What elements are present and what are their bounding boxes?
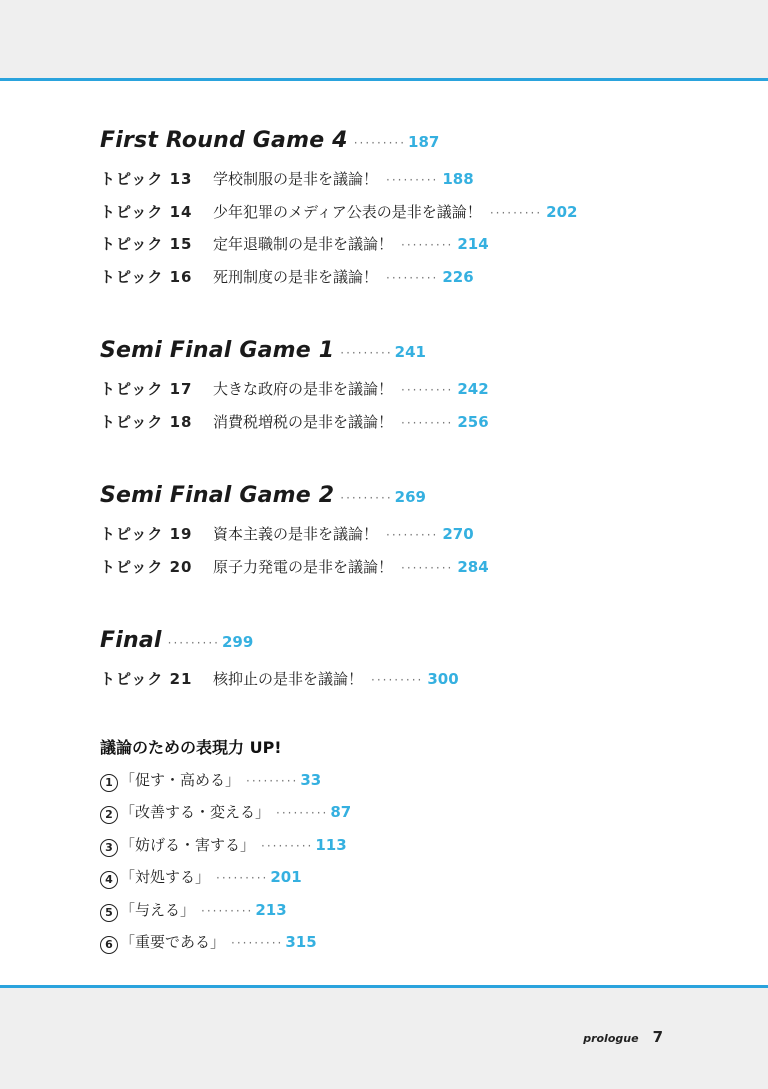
- topic-page-number: 256: [457, 412, 489, 431]
- leader-dots: ·········: [401, 560, 454, 575]
- leader-dots: ·········: [353, 136, 407, 150]
- expression-title: 「重要である」: [120, 933, 226, 951]
- topic-page-number: 202: [546, 202, 578, 221]
- expressions-list: [100, 769, 720, 964]
- topic-title: 大きな政府の是非を議論！: [213, 380, 394, 398]
- topic-entry[interactable]: [100, 411, 720, 444]
- topic-title: 死刑制度の是非を議論！: [213, 267, 379, 286]
- topic-label: トピック 18: [100, 412, 193, 431]
- leader-dots: ·········: [261, 838, 314, 853]
- leader-dots: ·········: [340, 346, 393, 360]
- expression-entry[interactable]: [100, 801, 720, 834]
- topic-page-number: 214: [457, 235, 489, 253]
- expression-page-number: 315: [285, 933, 317, 951]
- section-heading-row[interactable]: [100, 128, 720, 166]
- table-of-contents: [100, 128, 720, 964]
- topic-entry[interactable]: [100, 378, 720, 411]
- expressions-heading: 議論のための表現力 UP!: [100, 737, 282, 757]
- leader-dots: ·········: [401, 383, 454, 397]
- section-heading-row[interactable]: [100, 628, 720, 666]
- section-heading-row[interactable]: [100, 338, 720, 376]
- expression-page-number: 33: [300, 770, 322, 789]
- topic-list: [100, 378, 720, 443]
- expression-page-number: 113: [315, 835, 347, 854]
- circled-number-icon: 2: [100, 806, 118, 824]
- topic-label: トピック 15: [100, 235, 193, 253]
- leader-dots: ·········: [231, 936, 284, 950]
- topic-entry[interactable]: [100, 233, 720, 266]
- leader-dots: ·········: [489, 205, 543, 220]
- topic-entry[interactable]: [100, 668, 720, 701]
- section-page-number: 241: [394, 343, 426, 361]
- leader-dots: ·········: [401, 238, 454, 252]
- expression-title: 「妨げる・害する」: [120, 835, 256, 854]
- expression-title: 「促す・高める」: [120, 770, 241, 789]
- leader-dots: ·········: [246, 773, 299, 788]
- toc-section: [100, 628, 720, 701]
- topic-title: 学校制服の是非を議論！: [213, 170, 379, 188]
- expression-entry[interactable]: [100, 769, 720, 802]
- topic-entry[interactable]: [100, 266, 720, 299]
- section-page-number: 299: [221, 633, 254, 651]
- expression-title: 「対処する」: [120, 868, 211, 886]
- leader-dots: ·········: [201, 903, 254, 918]
- toc-section: [100, 483, 720, 588]
- topic-list: [100, 168, 720, 298]
- topic-label: トピック 13: [100, 170, 193, 188]
- topic-entry[interactable]: [100, 523, 720, 556]
- expression-title: 「改善する・変える」: [120, 803, 271, 821]
- topic-page-number: 188: [442, 170, 474, 188]
- section-title: First Round Game 4: [100, 128, 348, 153]
- toc-section: [100, 128, 720, 298]
- circled-number-icon: 4: [100, 871, 118, 889]
- toc-section: [100, 338, 720, 443]
- leader-dots: ·········: [216, 871, 269, 885]
- topic-page-number: 300: [427, 670, 459, 688]
- circled-number-icon: 3: [100, 839, 118, 857]
- circled-number-icon: 1: [100, 774, 118, 792]
- topic-entry[interactable]: [100, 556, 720, 589]
- topic-page-number: 270: [442, 525, 474, 543]
- circled-number-icon: 6: [100, 936, 118, 954]
- topic-title: 定年退職制の是非を議論！: [213, 235, 394, 253]
- leader-dots: ·········: [340, 491, 393, 505]
- section-title: Final: [100, 628, 162, 653]
- topic-title: 資本主義の是非を議論！: [213, 525, 379, 543]
- topic-entry[interactable]: [100, 168, 720, 201]
- leader-dots: ·········: [167, 636, 220, 650]
- expression-entry[interactable]: [100, 931, 720, 964]
- toc-sections: [100, 128, 720, 701]
- footer-section-label: prologue: [583, 1032, 639, 1045]
- topic-entry[interactable]: [100, 201, 720, 234]
- topic-title: 消費税増税の是非を議論！: [213, 412, 394, 431]
- expression-entry[interactable]: [100, 866, 720, 899]
- topic-list: [100, 523, 720, 588]
- top-margin-band: [0, 0, 768, 78]
- section-heading-row[interactable]: [100, 483, 720, 521]
- topic-list: [100, 668, 720, 701]
- leader-dots: ·········: [401, 415, 454, 430]
- topic-page-number: 284: [457, 557, 489, 576]
- expression-page-number: 87: [330, 803, 352, 821]
- topic-page-number: 242: [457, 380, 489, 398]
- topic-label: トピック 17: [100, 380, 193, 398]
- expression-entry[interactable]: [100, 834, 720, 867]
- expression-page-number: 201: [270, 868, 302, 886]
- section-title: Semi Final Game 2: [100, 483, 335, 508]
- topic-label: トピック 14: [100, 202, 193, 221]
- leader-dots: ·········: [386, 173, 439, 187]
- section-page-number: 187: [408, 133, 440, 151]
- section-title: Semi Final Game 1: [100, 338, 335, 363]
- topic-label: トピック 16: [100, 267, 193, 286]
- topic-title: 核抑止の是非を議論！: [213, 670, 364, 688]
- leader-dots: ·········: [386, 528, 439, 542]
- topic-title: 原子力発電の是非を議論！: [213, 557, 394, 576]
- topic-title: 少年犯罪のメディア公表の是非を議論！: [213, 202, 482, 221]
- expressions-section: [100, 735, 720, 964]
- leader-dots: ·········: [276, 806, 329, 820]
- expression-title: 「与える」: [120, 900, 196, 919]
- section-page-number: 269: [394, 488, 426, 506]
- footer-page-number: 7: [652, 1028, 663, 1046]
- expression-entry[interactable]: [100, 899, 720, 932]
- leader-dots: ·········: [386, 270, 439, 285]
- topic-page-number: 226: [442, 267, 474, 286]
- topic-label: トピック 21: [100, 670, 193, 688]
- topic-label: トピック 19: [100, 525, 193, 543]
- page-footer: [583, 1028, 663, 1046]
- top-accent-rule: [0, 78, 768, 81]
- expression-page-number: 213: [255, 900, 287, 919]
- circled-number-icon: 5: [100, 904, 118, 922]
- leader-dots: ·········: [371, 673, 424, 687]
- topic-label: トピック 20: [100, 557, 193, 576]
